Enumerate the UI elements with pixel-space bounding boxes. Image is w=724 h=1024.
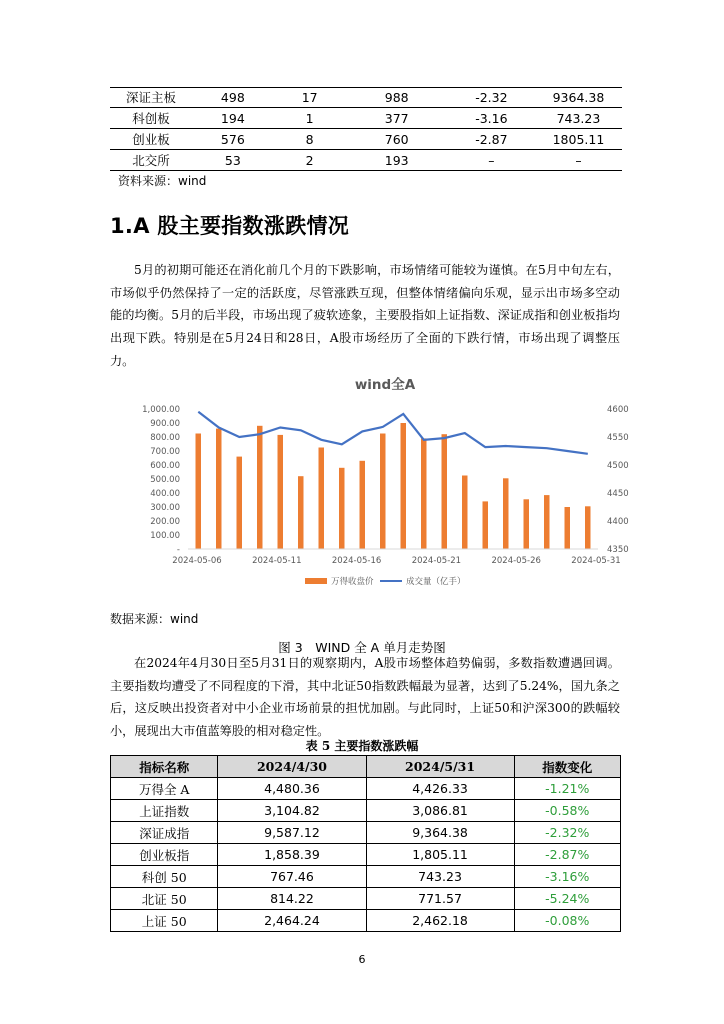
figure-caption: 图 3 WIND 全 A 单月走势图: [278, 640, 446, 655]
table-cell: –: [535, 150, 622, 171]
table-cell: -2.32: [448, 87, 535, 108]
x-tick-label: 2024-05-31: [571, 556, 621, 566]
row-label-cell: 深证主板: [110, 87, 192, 108]
y-right-tick-label: 4500: [607, 461, 629, 471]
legend-label-volume: 成交量（亿手）: [406, 577, 466, 587]
y-right-tick-label: 4550: [607, 433, 629, 443]
row-label-cell: 创业板: [110, 129, 192, 150]
value-cell: 1,805.11: [366, 844, 514, 866]
table-cell: -2.87: [448, 129, 535, 150]
index-name-cell: 北证 50: [111, 888, 218, 910]
value-cell: 771.57: [366, 888, 514, 910]
y-left-tick-label: 600.00: [150, 461, 180, 471]
value-cell: 1,858.39: [218, 844, 366, 866]
change-cell: -1.21%: [514, 778, 620, 800]
index-name-cell: 上证 50: [111, 910, 218, 932]
market-summary-table: [110, 87, 622, 171]
y-left-tick-label: 800.00: [150, 433, 180, 443]
table-row: [111, 910, 621, 932]
x-tick-label: 2024-05-21: [411, 556, 462, 566]
column-header: 2024/4/30: [218, 756, 366, 778]
value-cell: 814.22: [218, 888, 366, 910]
row-label-cell: 科创板: [110, 108, 192, 129]
bar-close-price: [380, 434, 386, 550]
table-cell: 498: [192, 87, 274, 108]
change-cell: -3.16%: [514, 866, 620, 888]
table-row: [111, 778, 621, 800]
paragraph-text: 5月的初期可能还在消化前几个月的下跌影响，市场情绪可能较为谨慎。在5月中旬左右，市场似乎仍然保持了一定的活跃度，尽管涨跌互现，但整体情绪偏向乐观，显示出市场多空动能的均衡。5月的后半段，市场出现了疲软迹象，主要股指如上证指数、深证成指和创业板指均出现下跌。特别是在5月24日和28日，A股市场经历了全面的下跌行情，市场出现了调整压力。: [110, 263, 620, 368]
value-cell: 3,104.82: [218, 800, 366, 822]
y-left-tick-label: 1,000.00: [142, 405, 180, 415]
y-left-tick-label: 400.00: [150, 489, 180, 499]
table-row: [111, 866, 621, 888]
legend-swatch-close: [305, 578, 327, 584]
y-left-tick-label: 900.00: [150, 419, 180, 429]
bar-close-price: [401, 423, 407, 549]
chart-legend: [305, 576, 466, 587]
table-cell: 17: [274, 87, 346, 108]
change-cell: -2.32%: [514, 822, 620, 844]
change-cell: -2.87%: [514, 844, 620, 866]
x-tick-label: 2024-05-16: [331, 556, 382, 566]
value-cell: 2,464.24: [218, 910, 366, 932]
bar-close-price: [565, 507, 571, 549]
y-right-tick-label: 4450: [607, 489, 629, 499]
paragraph-text: 在2024年4月30日至5月31日的观察期内，A股市场整体趋势偏弱，多数指数遭遇回调。主要指数均遭受了不同程度的下滑，其中北证50指数跌幅最为显著，达到了5.24%，国九条之后，这反映出投资者对中小企业市场前景的担忧加剧。与此同时，上证50和沪深300的跌幅较小，展现出大市值蓝筹股的相对稳定性。: [110, 656, 620, 739]
table-cell: 8: [274, 129, 346, 150]
bar-close-price: [216, 429, 222, 549]
value-cell: 767.46: [218, 866, 366, 888]
x-tick-label: 2024-05-06: [172, 556, 222, 566]
chart-title: wind全A: [354, 377, 416, 393]
y-left-tick-label: 500.00: [150, 475, 180, 485]
bar-close-price: [585, 506, 591, 549]
column-header: 指标名称: [111, 756, 218, 778]
index-name-cell: 科创 50: [111, 866, 218, 888]
bar-close-price: [360, 461, 366, 549]
row-label-cell: 北交所: [110, 150, 192, 171]
change-cell: -0.58%: [514, 800, 620, 822]
bar-close-price: [196, 434, 202, 550]
column-header: 指数变化: [514, 756, 620, 778]
x-tick-label: 2024-05-26: [491, 556, 541, 566]
table-cell: 193: [345, 150, 447, 171]
table-cell: 1: [274, 108, 346, 129]
y-left-tick-label: -: [176, 545, 180, 555]
wind-all-a-chart: [110, 368, 630, 600]
bar-close-price: [257, 426, 263, 549]
y-right-tick-label: 4600: [607, 405, 629, 415]
bar-close-price: [462, 476, 468, 550]
y-left-tick-label: 200.00: [150, 517, 180, 527]
bar-close-price: [278, 435, 284, 549]
bar-close-price: [442, 434, 448, 549]
column-header: 2024/5/31: [366, 756, 514, 778]
series-line-volume: [198, 412, 588, 454]
bar-close-price: [544, 495, 550, 549]
table-cell: 53: [192, 150, 274, 171]
value-cell: 2,462.18: [366, 910, 514, 932]
paragraph-analysis: [110, 652, 620, 743]
table-row: [111, 844, 621, 866]
bar-close-price: [524, 499, 530, 549]
y-left-tick-label: 300.00: [150, 503, 180, 513]
table-row: [111, 800, 621, 822]
change-cell: -0.08%: [514, 910, 620, 932]
bar-close-price: [298, 476, 304, 549]
value-cell: 9,587.12: [218, 822, 366, 844]
value-cell: 9,364.38: [366, 822, 514, 844]
index-name-cell: 创业板指: [111, 844, 218, 866]
table-cell: 194: [192, 108, 274, 129]
table-row: [110, 87, 622, 108]
section-heading: 1.A 股主要指数涨跌情况: [110, 214, 350, 238]
y-right-tick-label: 4350: [607, 545, 629, 555]
bar-close-price: [319, 448, 325, 550]
index-change-table: [110, 755, 621, 932]
table-row: [111, 822, 621, 844]
value-cell: 4,480.36: [218, 778, 366, 800]
table-cell: 743.23: [535, 108, 622, 129]
source-note: 资料来源：wind: [118, 174, 207, 188]
table-cell: 576: [192, 129, 274, 150]
table-cell: 377: [345, 108, 447, 129]
page-number: 6: [358, 953, 366, 966]
table-cell: 9364.38: [535, 87, 622, 108]
change-cell: -5.24%: [514, 888, 620, 910]
value-cell: 4,426.33: [366, 778, 514, 800]
table-cell: 2: [274, 150, 346, 171]
value-cell: 3,086.81: [366, 800, 514, 822]
bar-close-price: [237, 457, 243, 549]
index-name-cell: 深证成指: [111, 822, 218, 844]
paragraph-intro: [110, 259, 620, 373]
bar-close-price: [503, 478, 509, 549]
table-row: [110, 129, 622, 150]
table-cell: 988: [345, 87, 447, 108]
y-right-tick-label: 4400: [607, 517, 629, 527]
table-caption: 表 5 主要指数涨跌幅: [305, 739, 419, 753]
index-name-cell: 万得全 A: [111, 778, 218, 800]
y-left-tick-label: 700.00: [150, 447, 180, 457]
value-cell: 743.23: [366, 866, 514, 888]
bar-close-price: [483, 501, 489, 549]
table-cell: 760: [345, 129, 447, 150]
x-tick-label: 2024-05-11: [252, 556, 302, 566]
y-left-tick-label: 100.00: [150, 531, 180, 541]
bar-close-price: [421, 438, 427, 549]
legend-label-close: 万得收盘价: [331, 577, 374, 587]
table-cell: –: [448, 150, 535, 171]
table-row: [111, 888, 621, 910]
table-cell: 1805.11: [535, 129, 622, 150]
table-row: [110, 108, 622, 129]
data-source-note: 数据来源：wind: [110, 612, 199, 626]
table-cell: -3.16: [448, 108, 535, 129]
index-name-cell: 上证指数: [111, 800, 218, 822]
bar-close-price: [339, 468, 345, 549]
table-row: [110, 150, 622, 171]
